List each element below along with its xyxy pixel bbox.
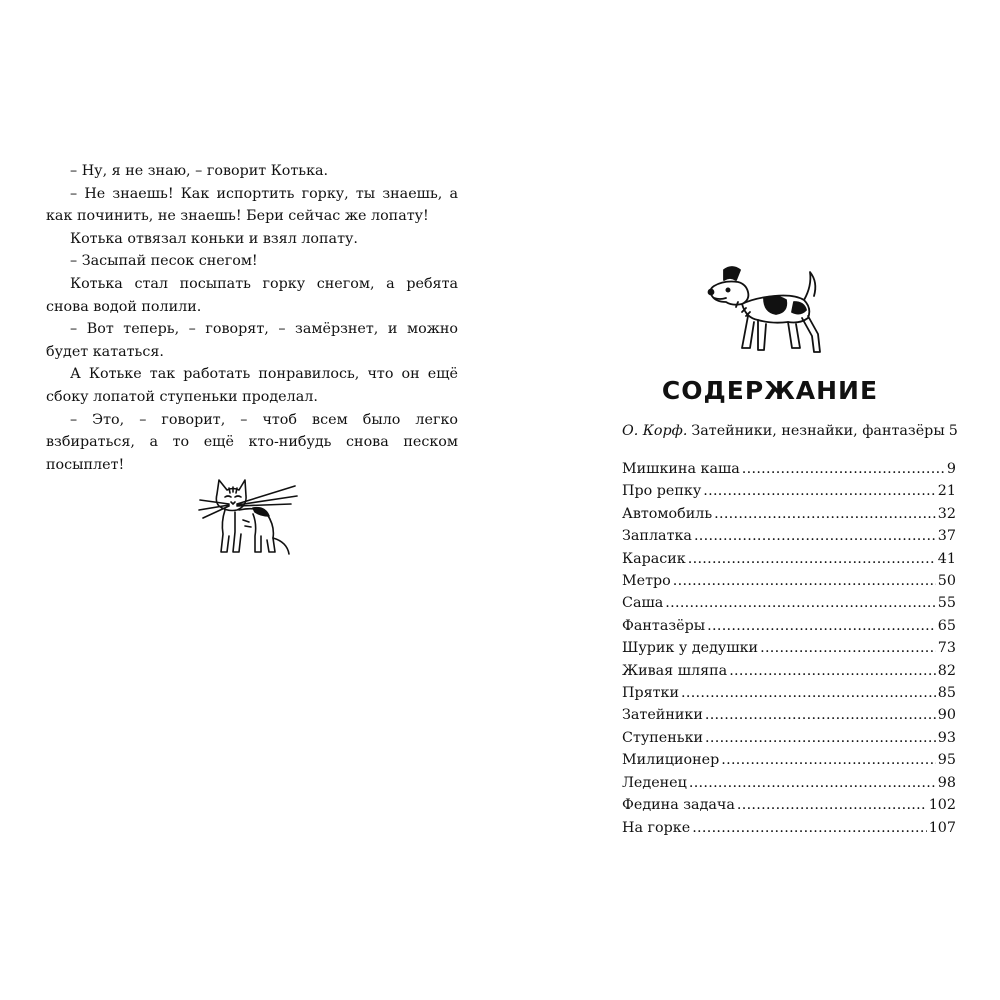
paragraph: А Котьке так работать понравилось, что он ещё сбоку лопатой ступеньки проделал. (46, 366, 458, 405)
toc-leader-dots (673, 570, 936, 592)
toc-item (622, 704, 956, 726)
toc-item (622, 682, 956, 704)
toc-item-title: Затейники (622, 707, 703, 724)
toc-item-title: Автомобиль (622, 505, 713, 522)
toc-item-page: 41 (937, 550, 956, 567)
toc-leader-dots (742, 458, 945, 480)
paragraph: Котька отвязал коньки и взял лопату. (70, 230, 358, 247)
paragraph: – Это, – говорит, – чтоб всем было легко взбираться, а то ещё кто-нибудь снова песком посыплет! (46, 411, 458, 473)
toc-item-page: 73 (937, 640, 956, 657)
toc-item (622, 615, 956, 637)
toc-title: СОДЕРЖАНИЕ (661, 376, 879, 405)
toc-item-title: Заплатка (622, 528, 692, 545)
cat-illustration (195, 472, 305, 560)
toc-item (622, 525, 956, 547)
paragraph: – Засыпай песок снегом! (70, 253, 258, 270)
toc-item-page: 65 (937, 617, 956, 634)
dog-illustration (702, 262, 834, 358)
toc-item-title: Метро (622, 573, 671, 590)
toc-item-title: Федина задача (622, 797, 735, 814)
toc-item-title: На горке (622, 819, 691, 836)
toc-item (622, 480, 956, 502)
paragraph: Котька стал посыпать горку снегом, а ребята снова водой полили. (46, 275, 458, 315)
toc-item-page: 37 (937, 528, 956, 545)
toc-intro-page: 5 (948, 423, 958, 439)
toc-item (622, 794, 956, 816)
toc-item (622, 660, 956, 682)
toc-item (622, 458, 956, 480)
toc-item (622, 637, 956, 659)
toc-item-title: Мишкина каша (622, 461, 740, 477)
toc-item-page: 55 (937, 595, 956, 612)
toc-item-page: 107 (928, 819, 956, 836)
toc-leader-dots (689, 772, 936, 794)
toc-leader-dots (694, 525, 936, 547)
toc-item-title: Фантазёры (622, 617, 706, 634)
toc-leader-dots (707, 615, 936, 637)
toc-item (622, 817, 956, 839)
toc-leader-dots (714, 503, 936, 525)
toc-item-title: Саша (622, 595, 664, 612)
toc-intro-title: Затейники, незнайки, фантазёры (691, 423, 945, 439)
paragraph: – Вот теперь, – говорят, – замёрзнет, и можно будет кататься. (46, 321, 458, 360)
toc-leader-dots (703, 480, 936, 502)
toc-leader-dots (737, 794, 927, 816)
toc-item-title: Милиционер (622, 752, 720, 769)
toc-list (622, 458, 956, 839)
toc-item (622, 548, 956, 570)
toc-item-title: Ступеньки (622, 729, 704, 746)
toc-item-title: Прятки (622, 685, 680, 702)
toc-item-page: 82 (937, 662, 956, 679)
paragraph: – Ну, я не знаю, – говорит Котька. (70, 163, 329, 179)
toc-leader-dots (692, 817, 927, 839)
paragraph: – Не знаешь! Как испортить горку, ты знаешь, а как починить, не знаешь! Бери сейчас же лопату! (46, 185, 458, 225)
toc-item-page: 95 (937, 752, 956, 769)
toc-intro-author: О. Корф. (622, 423, 688, 439)
toc-item-page: 32 (937, 505, 956, 522)
toc-item (622, 772, 956, 794)
left-page-text (46, 160, 458, 476)
toc-item (622, 749, 956, 771)
toc-item-page: 93 (937, 729, 956, 746)
toc-item-page: 98 (937, 774, 956, 791)
toc-leader-dots (705, 704, 936, 726)
toc-item-page: 102 (928, 797, 956, 814)
toc-item-title: Живая шляпа (622, 662, 728, 679)
toc-leader-dots (688, 548, 936, 570)
toc-item (622, 503, 956, 525)
toc-item-title: Про репку (622, 483, 702, 500)
toc-leader-dots (729, 660, 936, 682)
toc-item-page: 85 (937, 685, 956, 702)
toc-item-page: 21 (937, 483, 956, 500)
toc-leader-dots (760, 637, 936, 659)
toc-item-title: Карасик (622, 550, 686, 567)
toc-leader-dots (665, 592, 936, 614)
toc-item (622, 570, 956, 592)
toc-item-page: 90 (937, 707, 956, 724)
toc-leader-dots (681, 682, 936, 704)
toc-item (622, 592, 956, 614)
toc-intro-entry (622, 420, 956, 442)
toc-item-page: 9 (946, 461, 956, 477)
toc-item-page: 50 (937, 573, 956, 590)
toc-item (622, 727, 956, 749)
toc-item-title: Шурик у дедушки (622, 640, 759, 657)
toc-item-title: Леденец (622, 774, 687, 791)
toc-leader-dots (721, 749, 936, 771)
toc-leader-dots (705, 727, 936, 749)
